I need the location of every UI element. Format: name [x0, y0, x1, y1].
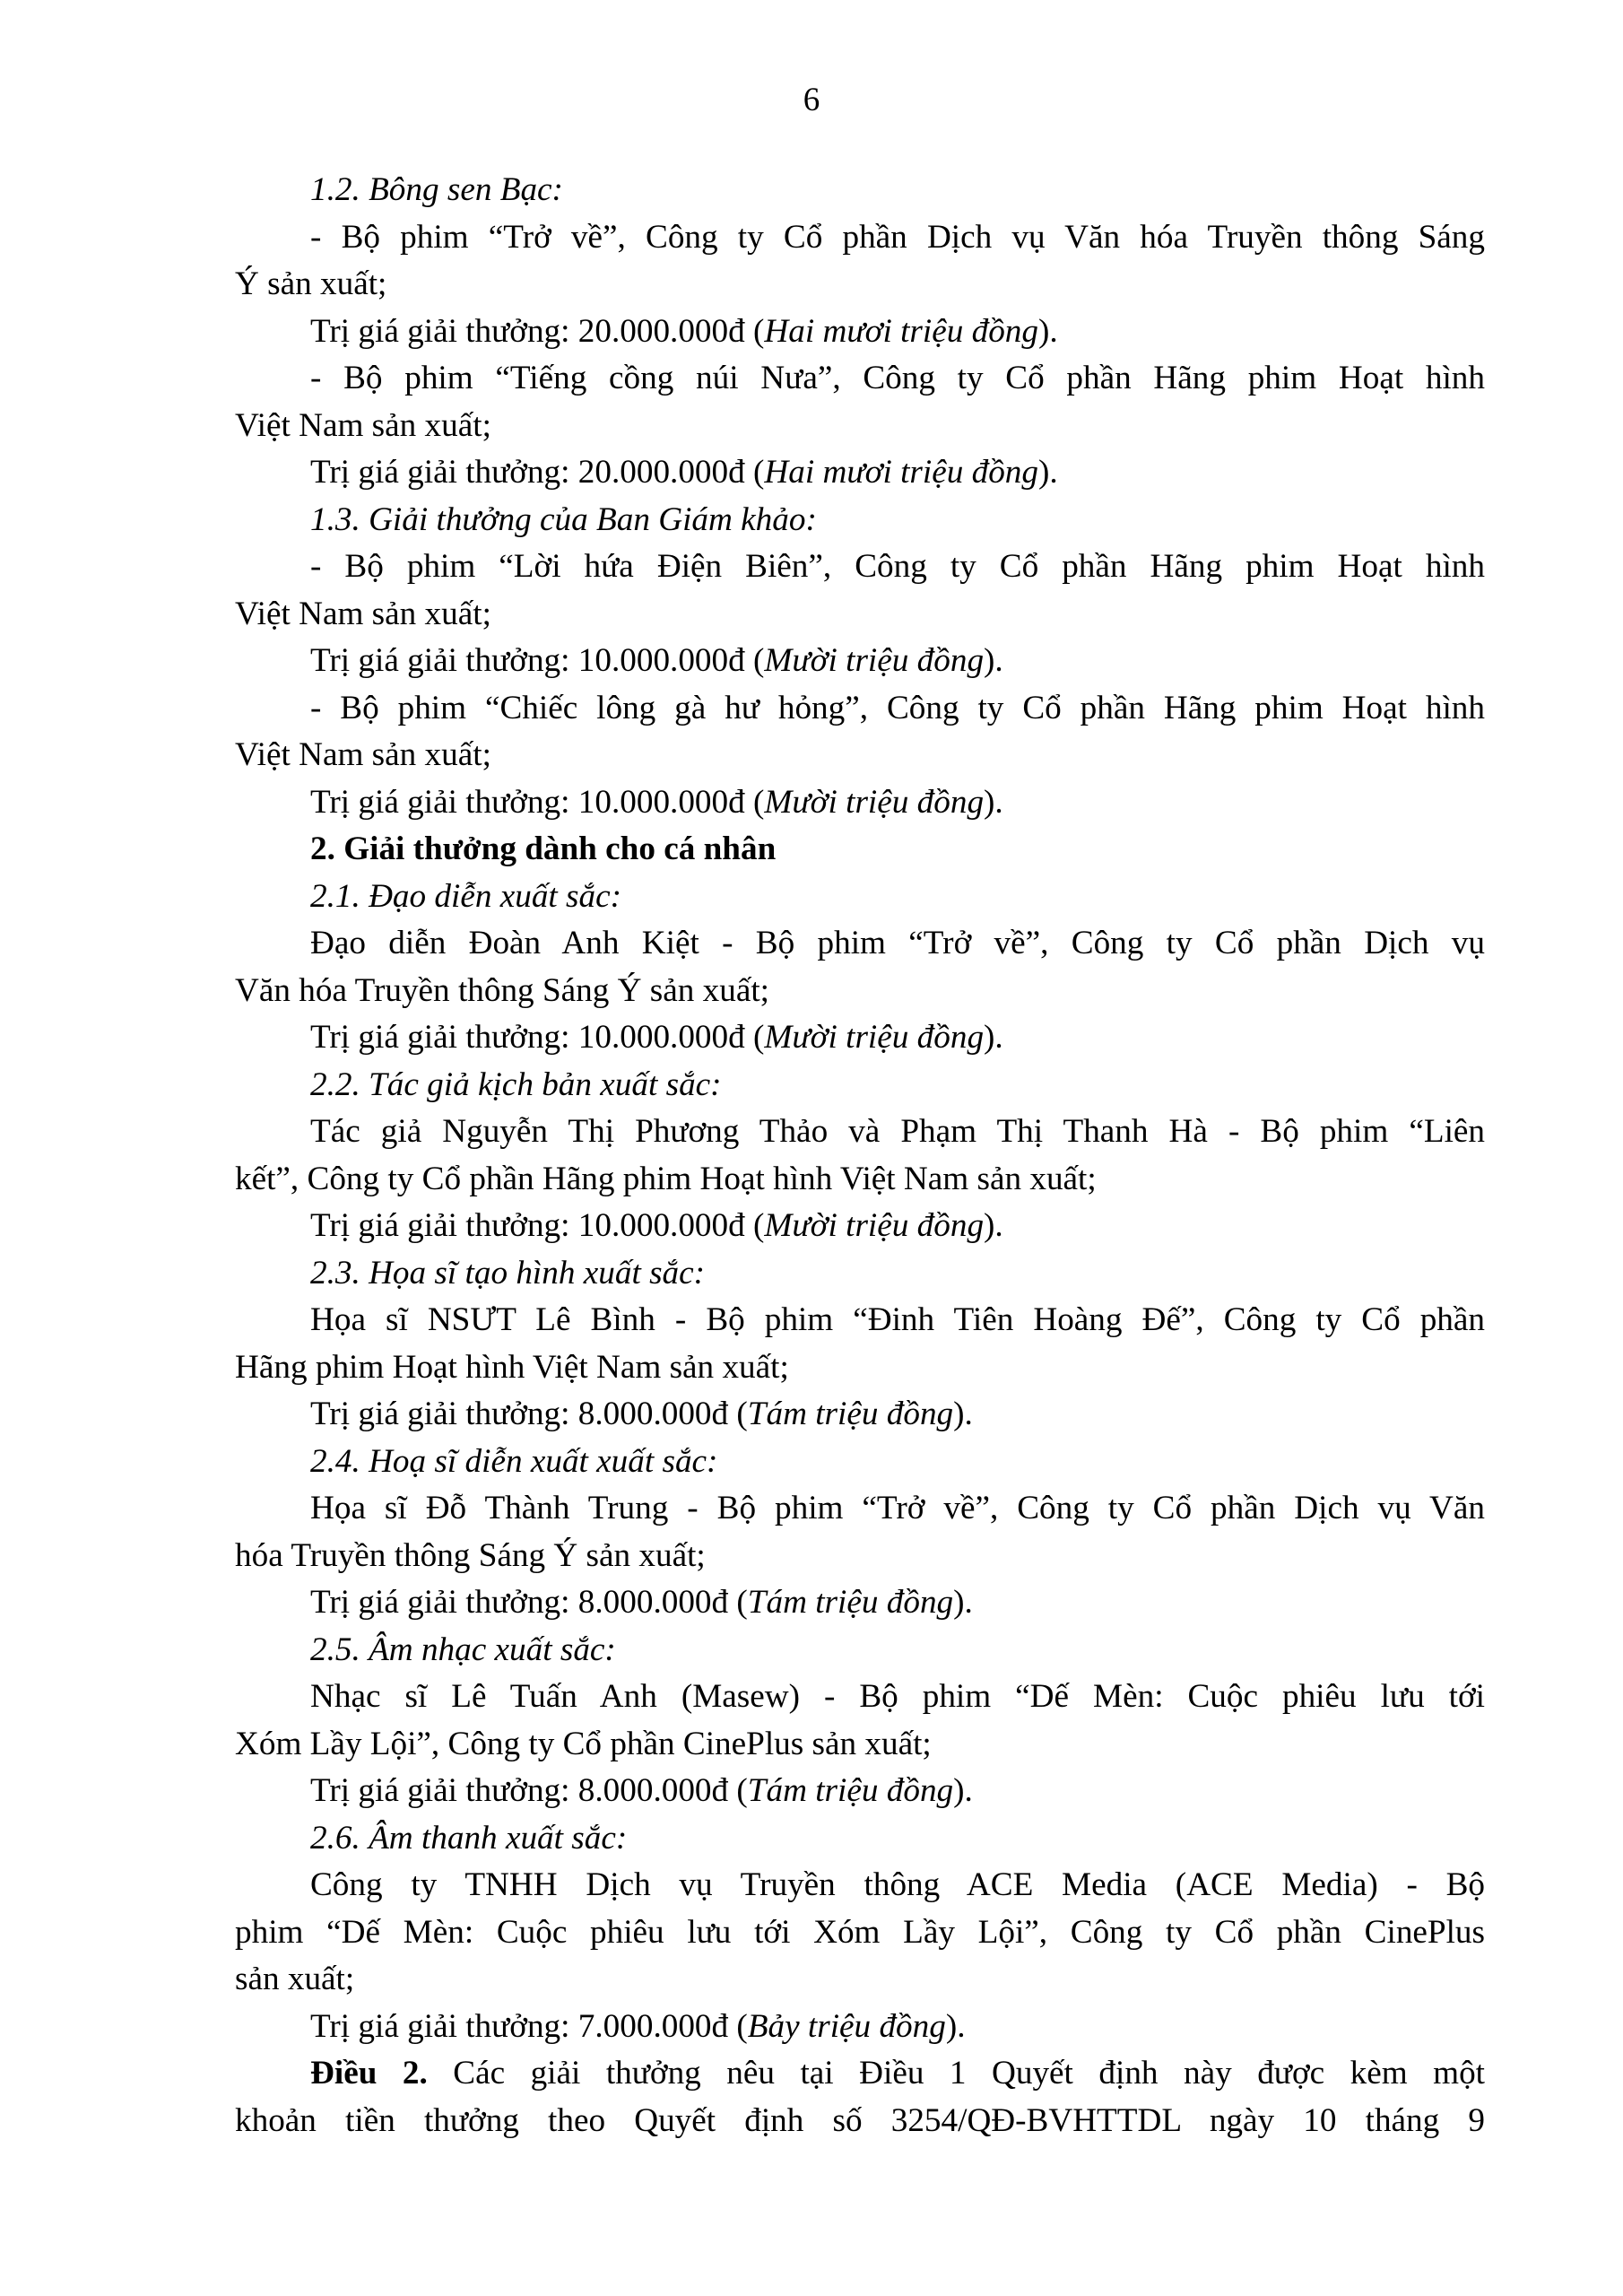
award-entry-line: Văn hóa Truyền thông Sáng Ý sản xuất; — [235, 971, 769, 1009]
prize-suffix: ). — [953, 1396, 973, 1432]
article-2-label: Điều 2. — [310, 2055, 428, 2092]
article-2-line — [235, 2050, 1485, 2098]
award-entry-line: Công ty TNHH Dịch vụ Truyền thông ACE Media (ACE Media) - Bộ — [310, 1866, 1485, 1903]
prize-amount: Trị giá giải thưởng: 10.000.000đ ( — [310, 783, 765, 821]
prize-amount: Trị giá giải thưởng: 10.000.000đ ( — [310, 1019, 765, 1056]
award-entry-line: - Bộ phim “Lời hứa Điện Biên”, Công ty Cổ phần Hãng phim Hoạt hình — [310, 548, 1485, 585]
award-entry-line: Đạo diễn Đoàn Anh Kiệt - Bộ phim “Trở về”, Công ty Cổ phần Dịch vụ — [310, 925, 1485, 961]
prize-line — [235, 309, 1485, 356]
prize-words: Tám triệu đồng — [747, 1584, 954, 1621]
prize-amount: Trị giá giải thưởng: 20.000.000đ ( — [310, 312, 765, 350]
prize-line — [235, 779, 1485, 827]
prize-suffix: ). — [984, 1019, 1003, 1056]
prize-words: Mười triệu đồng — [764, 642, 985, 679]
prize-words: Tám triệu đồng — [747, 1396, 954, 1432]
award-entry-line: - Bộ phim “Chiếc lông gà hư hỏng”, Công ty Cổ phần Hãng phim Hoạt hình — [310, 689, 1485, 726]
prize-words: Mười triệu đồng — [764, 783, 985, 821]
prize-amount: Trị giá giải thưởng: 8.000.000đ ( — [310, 1396, 748, 1432]
prize-words: Hai mươi triệu đồng — [764, 312, 1038, 350]
prize-suffix: ). — [953, 1584, 973, 1621]
prize-suffix: ). — [953, 1772, 973, 1809]
prize-amount: Trị giá giải thưởng: 10.000.000đ ( — [310, 642, 765, 679]
page-number: 6 — [803, 82, 820, 118]
award-entry-line: Họa sĩ NSƯT Lê Bình - Bộ phim “Đinh Tiên Hoàng Đế”, Công ty Cổ phần — [310, 1301, 1485, 1338]
prize-words: Mười triệu đồng — [764, 1207, 985, 1244]
award-entry-line: - Bộ phim “Tiếng cồng núi Nưa”, Công ty Cổ phần Hãng phim Hoạt hình — [310, 360, 1485, 396]
heading-1-3: 1.3. Giải thưởng của Ban Giám khảo: — [310, 500, 817, 538]
prize-words: Tám triệu đồng — [747, 1772, 954, 1809]
heading-2-1: 2.1. Đạo diễn xuất sắc: — [310, 877, 622, 915]
prize-line — [235, 638, 1485, 685]
award-entry-line: Việt Nam sản xuất; — [235, 406, 491, 444]
prize-line — [235, 1579, 1485, 1627]
heading-2-6: 2.6. Âm thanh xuất sắc: — [310, 1819, 628, 1857]
award-entry-line: kết”, Công ty Cổ phần Hãng phim Hoạt hình Việt Nam sản xuất; — [235, 1160, 1097, 1197]
prize-line — [235, 1768, 1485, 1815]
prize-line — [235, 1014, 1485, 1062]
prize-suffix: ). — [984, 783, 1003, 821]
award-entry-line: Xóm Lầy Lội”, Công ty Cổ phần CinePlus sản xuất; — [235, 1725, 932, 1762]
document-body — [235, 167, 1485, 2144]
heading-2-2: 2.2. Tác giả kịch bản xuất sắc: — [310, 1065, 722, 1103]
prize-amount: Trị giá giải thưởng: 20.000.000đ ( — [310, 454, 765, 491]
heading-2: 2. Giải thưởng dành cho cá nhân — [310, 831, 777, 867]
prize-line — [235, 1391, 1485, 1439]
heading-2-5: 2.5. Âm nhạc xuất sắc: — [310, 1631, 616, 1668]
article-2-line: khoản tiền thưởng theo Quyết định số 3254/QĐ-BVHTTDL ngày 10 tháng 9 — [235, 2101, 1485, 2139]
award-entry-line: Ý sản xuất; — [235, 265, 387, 302]
article-2-text: Các giải thưởng nêu tại Điều 1 Quyết định này được kèm một — [427, 2055, 1485, 2092]
prize-amount: Trị giá giải thưởng: 10.000.000đ ( — [310, 1207, 765, 1244]
award-entry-line: Nhạc sĩ Lê Tuấn Anh (Masew) - Bộ phim “Dế Mèn: Cuộc phiêu lưu tới — [310, 1678, 1485, 1715]
prize-line — [235, 449, 1485, 497]
prize-words: Mười triệu đồng — [764, 1019, 985, 1056]
award-entry-line: phim “Dế Mèn: Cuộc phiêu lưu tới Xóm Lầy Lội”, Công ty Cổ phần CinePlus — [235, 1913, 1485, 1951]
prize-suffix: ). — [1038, 454, 1058, 491]
prize-words: Bảy triệu đồng — [747, 2007, 946, 2045]
award-entry-line: hóa Truyền thông Sáng Ý sản xuất; — [235, 1536, 706, 1574]
heading-1-2: 1.2. Bông sen Bạc: — [310, 171, 563, 208]
prize-suffix: ). — [1038, 312, 1058, 350]
award-entry-line: Việt Nam sản xuất; — [235, 736, 491, 773]
prize-line — [235, 1203, 1485, 1250]
award-entry-line: Tác giả Nguyễn Thị Phương Thảo và Phạm Thị Thanh Hà - Bộ phim “Liên — [310, 1113, 1485, 1150]
prize-amount: Trị giá giải thưởng: 7.000.000đ ( — [310, 2007, 748, 2045]
prize-suffix: ). — [945, 2007, 966, 2045]
award-entry-line: Hãng phim Hoạt hình Việt Nam sản xuất; — [235, 1348, 789, 1386]
prize-line — [235, 2004, 1485, 2051]
prize-amount: Trị giá giải thưởng: 8.000.000đ ( — [310, 1584, 748, 1621]
prize-amount: Trị giá giải thưởng: 8.000.000đ ( — [310, 1772, 748, 1809]
heading-2-4: 2.4. Hoạ sĩ diễn xuất xuất sắc: — [310, 1442, 718, 1480]
award-entry-line: Việt Nam sản xuất; — [235, 595, 491, 632]
award-entry-line: - Bộ phim “Trở về”, Công ty Cổ phần Dịch vụ Văn hóa Truyền thông Sáng — [310, 218, 1485, 256]
award-entry-line: Họa sĩ Đỗ Thành Trung - Bộ phim “Trở về”, Công ty Cổ phần Dịch vụ Văn — [310, 1490, 1485, 1526]
prize-words: Hai mươi triệu đồng — [764, 454, 1038, 491]
prize-suffix: ). — [984, 1207, 1003, 1244]
award-entry-line: sản xuất; — [235, 1961, 355, 1997]
prize-suffix: ). — [984, 642, 1003, 679]
heading-2-3: 2.3. Họa sĩ tạo hình xuất sắc: — [310, 1254, 706, 1292]
